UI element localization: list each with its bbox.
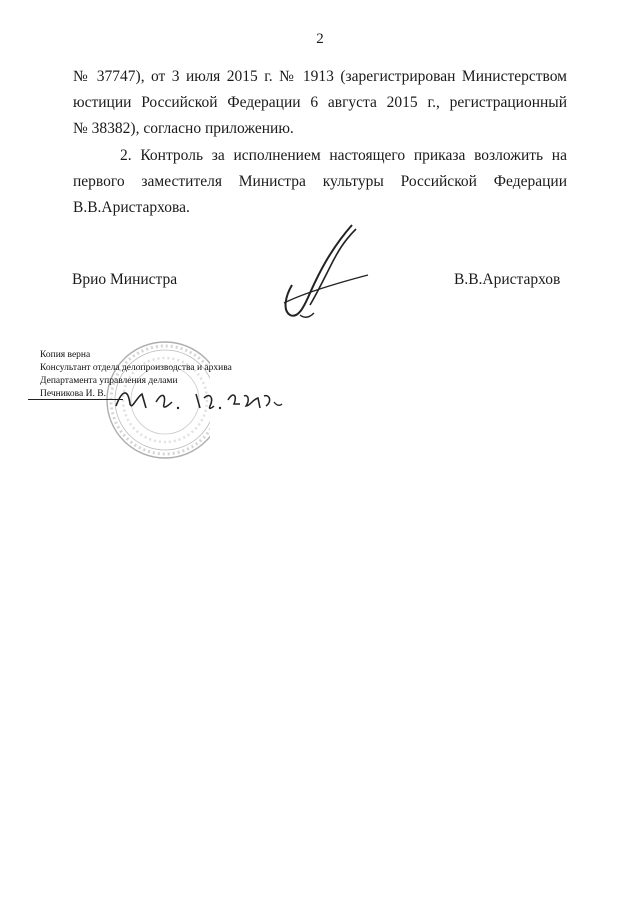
signatory-name: В.В.Аристархов (454, 271, 561, 288)
copy-line-1: Копия верна (40, 350, 91, 360)
copy-line-4: Печникова И. В. (40, 389, 106, 399)
copy-line-3: Департамента управления делами (40, 376, 178, 386)
copy-underline (28, 399, 123, 400)
handwritten-signature (270, 215, 380, 335)
paragraph1-line3: № 38382), согласно приложению. (73, 120, 294, 137)
page-number: 2 (316, 31, 324, 47)
paragraph2-line2: первого заместителя Министра культуры Российской Федерации (73, 173, 567, 190)
handwritten-date (112, 380, 292, 420)
copy-line-2: Консультант отдела делопроизводства и архива (40, 363, 232, 373)
signatory-role: Врио Министра (72, 271, 178, 288)
paragraph2-line1: 2. Контроль за исполнением настоящего приказа возложить на (120, 147, 567, 164)
paragraph1-line2: юстиции Российской Федерации 6 августа 2015 г., регистрационный (73, 94, 567, 111)
paragraph1-line1: № 37747), от 3 июля 2015 г. № 1913 (зарегистрирован Министерством (73, 68, 567, 85)
paragraph2-line3: В.В.Аристархова. (73, 199, 190, 216)
